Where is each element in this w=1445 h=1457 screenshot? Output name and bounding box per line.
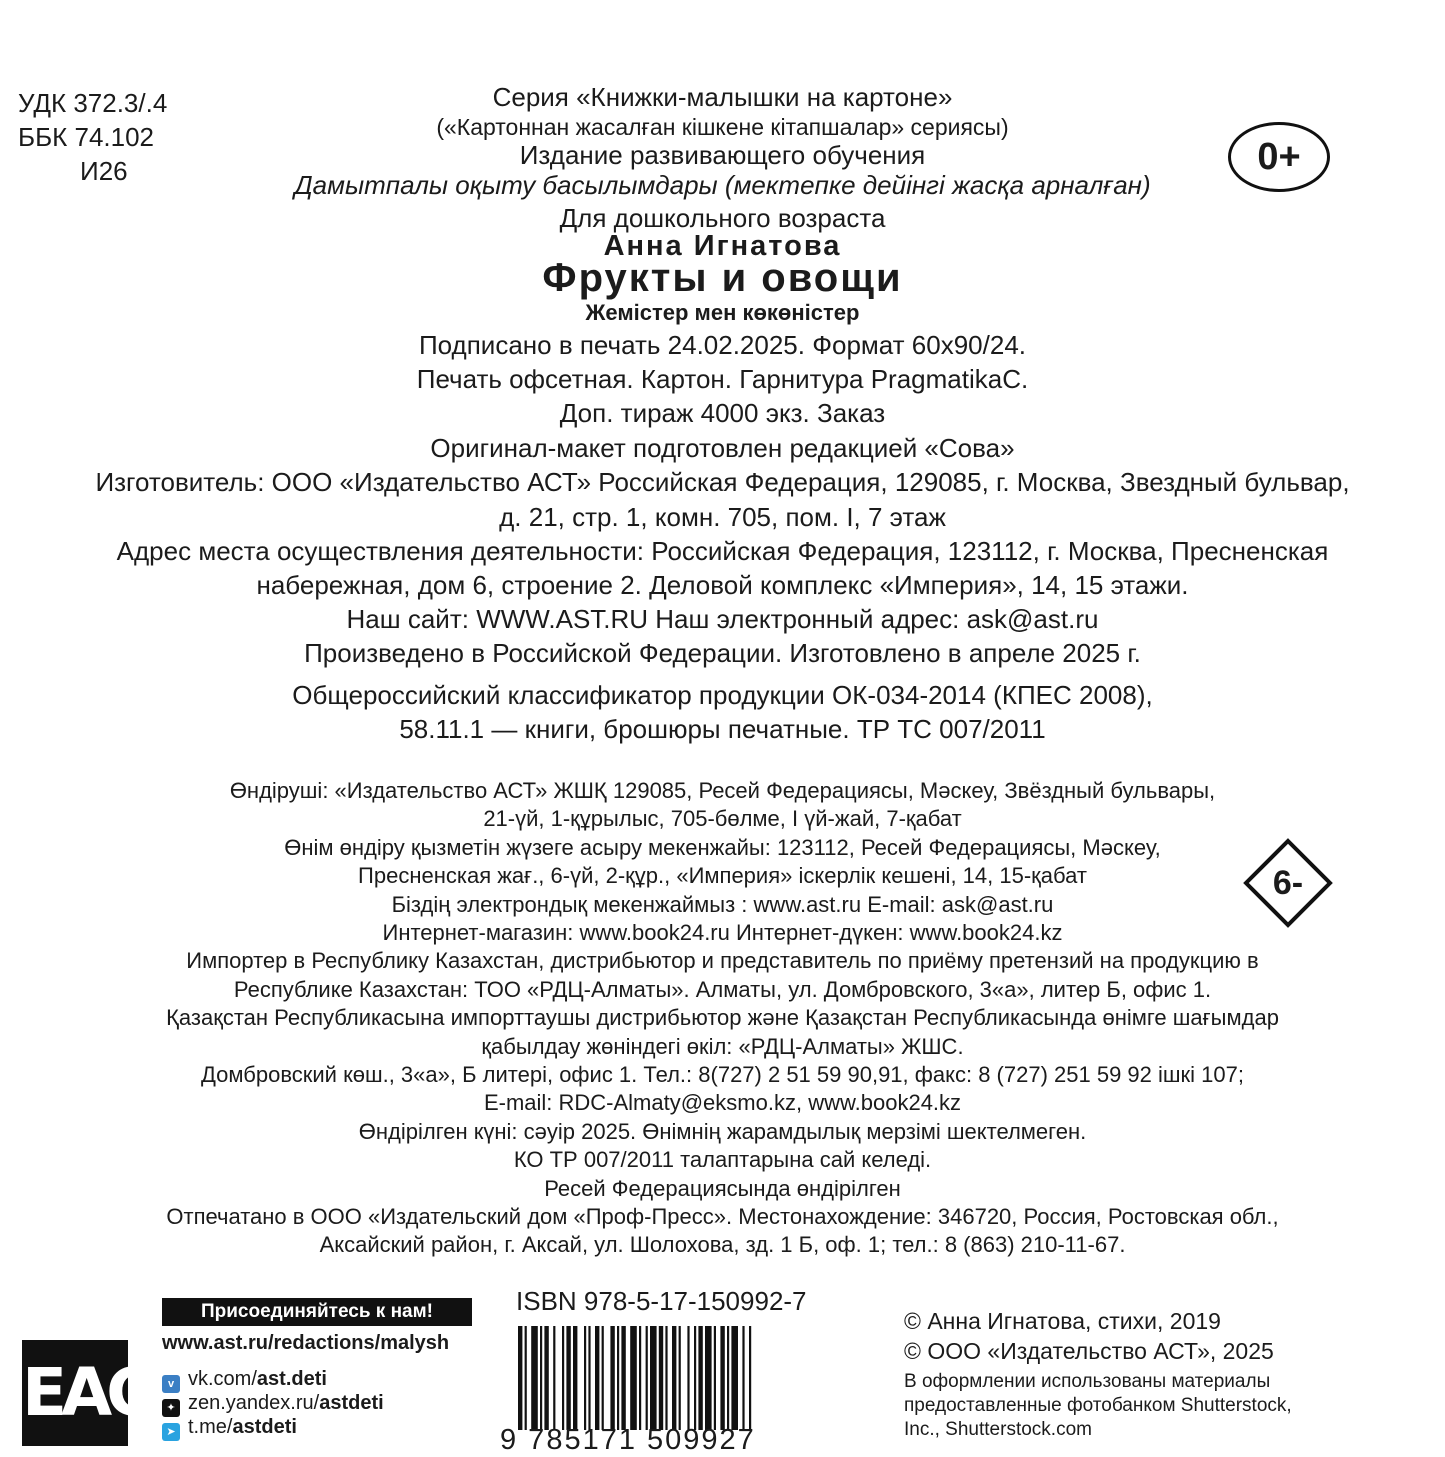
author-name: Анна Игнатова [603,230,842,262]
barcode-bar [566,1326,570,1430]
barcode-digits: 9 785171 509927 [500,1424,756,1456]
barcode-bar [617,1326,619,1430]
ru-imprint-line: Наш сайт: WWW.AST.RU Наш электронный адрес: ask@ast.ru [346,604,1099,634]
copyright-author: © Анна Игнатова, стихи, 2019 [904,1308,1221,1334]
book-title: Фрукты и овощи [542,256,903,300]
ru-imprint-line: набережная, дом 6, строение 2. Деловой комплекс «Империя», 14, 15 этажи. [256,570,1189,600]
ru-imprint-line: Печать офсетная. Картон. Гарнитура PragmatikaC. [416,364,1029,394]
kz-imprint-line: Өндіруші: «Издательство АСТ» ЖШҚ 129085, Ресей Федерациясы, Мәскеу, Звёздный бульвары, [229,778,1216,803]
barcode-bar [731,1326,738,1430]
barcode-bar [630,1326,637,1430]
kz-imprint-line: Пресненская жағ., 6-үй, 2-құр., «Империя» іскерлік кешені, 14, 15-қабат [358,863,1087,889]
ru-imprint-line: Произведено в Российской Федерации. Изготовлено в апреле 2025 г. [304,638,1141,668]
bbk-code: ББК 74.102 [18,122,155,152]
barcode-bar [646,1326,648,1430]
age-rating-diamond-label: 6- [1272,864,1304,902]
barcode-bar [727,1326,729,1430]
eac-mark: ЕАС [22,1354,149,1431]
kz-imprint-line: Біздің электрондық мекенжаймыз : www.ast.ru E-mail: ask@ast.ru [391,891,1054,917]
ru-imprint-line: д. 21, стр. 1, комн. 705, пом. I, 7 этаж [499,502,946,532]
age-rating-circle: 0+ [1228,122,1330,192]
social-link-zen[interactable] [162,1392,384,1417]
barcode-bar [531,1326,538,1430]
barcode-bar [588,1326,590,1430]
barcode-bar [749,1326,751,1430]
barcode-bar [602,1326,604,1430]
barcode-bar [553,1326,555,1430]
kz-imprint-line: Ресей Федерациясында өндірілген [544,1175,901,1201]
ru-imprint-line: 58.11.1 — книги, брошюры печатные. ТР ТС 007/2011 [399,714,1046,744]
kz-imprint-line: 21-үй, 1-құрылыс, 705-бөлме, I үй-жай, 7-қабат [483,806,962,832]
barcode-bar [562,1326,564,1430]
credits-line-3: Inc., Shutterstock.com [904,1419,1092,1440]
social-prefix: t.me/ [188,1416,233,1438]
social-handle: astdeti [319,1392,384,1414]
age-rating-diamond [1243,838,1333,928]
join-us-banner: Присоединяйтесь к нам! [162,1298,472,1326]
social-prefix: zen.yandex.ru/ [188,1392,320,1414]
barcode-bar [714,1326,716,1430]
eac-icon [22,1340,149,1446]
kz-imprint-line: E-mail: RDC-Almaty@eksmo.kz, www.book24.kz [483,1090,962,1116]
kz-imprint-line: Импортер в Республику Казахстан, дистрибьютор и представитель по приёму претензий на продукцию в [186,948,1259,974]
barcode-bar [698,1326,702,1430]
barcode-bar [639,1326,641,1430]
social-handle: ast.deti [256,1368,327,1390]
barcode-bar [665,1326,667,1430]
ru-imprint-line: Оригинал-макет подготовлен редакцией «Сова» [430,433,1015,463]
credits-line-1: В оформлении использованы материалы [904,1371,1271,1392]
kz-imprint-line: Өнім өндіру қызметін жүзеге асыру мекенжайы: 123112, Ресей Федерациясы, Мәскеу, [284,834,1161,860]
barcode-bar [595,1326,599,1430]
kz-imprint-line: Аксайский район, г. Аксай, ул. Шолохова, зд. 1 Б, оф. 1; тел.: 8 (863) 210-11-67. [319,1232,1126,1258]
barcode-bar [584,1326,586,1430]
ru-imprint-line: Изготовитель: ООО «Издательство АСТ» Российская Федерация, 129085, г. Москва, Звездный бульвар, [95,467,1350,497]
kz-imprint-line: қабылдау жөніндегі өкіл: «РДЦ-Алматы» ЖШС. [481,1033,964,1059]
barcode-bar [659,1326,663,1430]
barcode-bar [705,1326,712,1430]
social-link-vk[interactable] [162,1368,327,1393]
zen-icon: ✦ [162,1399,180,1417]
barcode-bar [679,1326,681,1430]
barcode-bar [518,1326,522,1430]
kz-imprint-line: Өндірілген күні: сәуір 2025. Өнімнің жарамдылық мерзімі шектелмеген. [358,1118,1087,1144]
author-mark: И26 [80,156,128,186]
barcode-bar [610,1326,614,1430]
barcode-bar [525,1326,527,1430]
barcode-bar [540,1326,542,1430]
barcode-bar [544,1326,548,1430]
copyright-publisher: © ООО «Издательство АСТ», 2025 [904,1338,1274,1364]
ru-imprint-line: Доп. тираж 4000 экз. Заказ [559,398,886,428]
udk-code: УДК 372.3/.4 [18,88,168,118]
kz-imprint-line: Республике Казахстан: ТОО «РДЦ-Алматы». Алматы, ул. Домбровского, 3«а», литер Б, офис 1. [233,976,1212,1002]
age-ru: Для дошкольного возраста [559,203,886,233]
kz-imprint-line: Интернет-магазин: www.book24.ru Интернет-дүкен: www.book24.kz [382,920,1063,945]
edition-ru: Издание развивающего обучения [519,140,926,170]
ru-imprint-line: Подписано в печать 24.02.2025. Формат 60х90/24. [418,330,1027,360]
ru-imprint-line: Адрес места осуществления деятельности: Российская Федерация, 123112, г. Москва, Пресненская [116,536,1329,566]
barcode-bar [694,1326,696,1430]
barcode-bar [672,1326,676,1430]
series-kz: («Картоннан жасалған кішкене кітапшалар» сериясы) [436,114,1009,140]
book-title-kz: Жемістер мен көкөністер [585,300,860,325]
series-ru: Серия «Книжки-малышки на картоне» [492,82,953,112]
publisher-site-link[interactable]: www.ast.ru/redactions/malysh [162,1332,450,1354]
barcode-bar [621,1326,625,1430]
social-link-telegram[interactable] [162,1416,297,1441]
kz-imprint-line: Отпечатано в ООО «Издательский дом «Проф-Пресс». Местонахождение: 346720, Россия, Ростовская обл., [166,1204,1279,1229]
kz-imprint-line: КО ТР 007/2011 талаптарына сай келеді. [513,1147,932,1173]
vk-icon: v [162,1375,180,1393]
kz-imprint-line: Қазақстан Республикасына импорттаушы дистрибьютор және Қазақстан Республикасында өнімге шағымдар [166,1005,1279,1031]
barcode-bar [687,1326,689,1430]
social-handle: astdeti [232,1416,297,1438]
barcode-bar [650,1326,657,1430]
barcode [516,1326,838,1430]
social-prefix: vk.com/ [188,1368,257,1390]
ru-imprint-line: Общероссийский классификатор продукции ОК-034-2014 (КПЕС 2008), [292,680,1153,710]
barcode-bar [720,1326,724,1430]
barcode-bar [573,1326,577,1430]
telegram-icon: ➤ [162,1423,180,1441]
kz-imprint-line: Домбровский көш., 3«а», Б литері, офис 1. Тел.: 8(727) 2 51 59 90,91, факс: 8 (727) 251 59 92 ішкі 107; [201,1062,1244,1087]
isbn-label: ISBN 978-5-17-150992-7 [516,1286,807,1316]
credits-line-2: предоставленные фотобанком Shutterstock, [904,1395,1292,1416]
barcode-bar [742,1326,744,1430]
edition-kz: Дамытпалы оқыту басылымдары (мектепке дейінгі жасқа арналған) [294,170,1151,200]
